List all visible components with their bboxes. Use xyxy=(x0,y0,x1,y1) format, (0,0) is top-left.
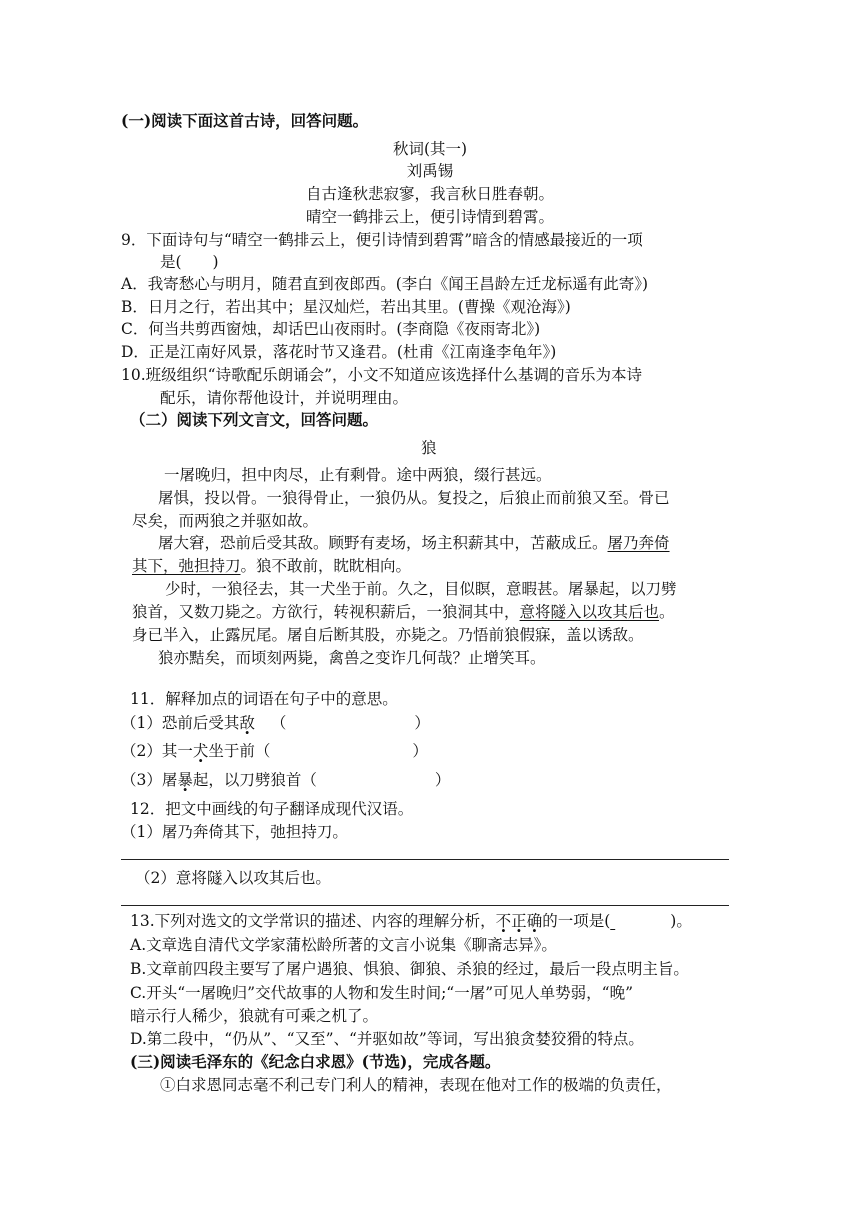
section-heading-2: （二）阅读下列文言文，回答问题。 xyxy=(130,410,379,429)
question-9-option-b: B．日月之行，若出其中；星汉灿烂，若出其里。(曹操《观沧海》) xyxy=(121,298,571,316)
passage-paragraph-2-cont: 尽矣，而两狼之并驱如故。 xyxy=(132,512,319,530)
passage-paragraph-4: 少时，一狼径去，其一犬坐于前。久之，目似瞑，意暇甚。屠暴起，以刀劈 xyxy=(165,580,677,598)
question-10-stem-cont: 配乐，请你帮他设计，并说明理由。 xyxy=(160,389,409,407)
dotted-word: 犬 xyxy=(192,742,209,760)
passage-paragraph-1: 一屠晚归，担中肉尽，止有剩骨。途中两狼，缀行甚远。 xyxy=(164,466,552,484)
question-11-item-3: （3）屠暴起，以刀劈狼首（ ） xyxy=(121,771,451,789)
passage-paragraph-5: 狼亦黠矣，而顷刻两毙，禽兽之变诈几何哉？止增笑耳。 xyxy=(158,649,546,667)
answer-line xyxy=(121,859,729,860)
passage-paragraph-3: 屠大窘，恐前后受其敌。顾野有麦场，场主积薪其中，苫蔽成丘。屠乃奔倚 xyxy=(158,534,670,552)
question-13-option-b: B.文章前四段主要写了屠户遇狼、惧狼、御狼、杀狼的经过，最后一段点明主旨。 xyxy=(130,960,689,978)
question-10-stem: 10.班级组织“诗歌配乐朗诵会”，小文不知道应该选择什么基调的音乐为本诗 xyxy=(121,366,643,384)
answer-line xyxy=(121,905,729,906)
dotted-word: 正 xyxy=(511,912,527,930)
question-11-item-1: （1）恐前后受其敌 （ ） xyxy=(121,714,430,732)
question-13-option-a: A.文章选自清代文学家蒲松龄所著的文言小说集《聊斋志异》。 xyxy=(130,936,557,954)
poem-title: 秋词(其一) xyxy=(392,140,468,158)
question-13-option-c: C.开头“一屠晚归”交代故事的人物和发生时间;“一屠”可见人单势弱，“晚” xyxy=(130,984,634,1002)
poem-author: 刘禹锡 xyxy=(406,162,454,180)
dotted-word: 确 xyxy=(526,912,543,930)
passage-paragraph-3-cont: 其下，弛担持刀。狼不敢前，眈眈相向。 xyxy=(132,557,412,575)
underlined-sentence-1-cont: 其下，弛担持刀 xyxy=(132,557,241,575)
question-9-option-d: D．正是江南好风景，落花时节又逢君。(杜甫《江南逢李龟年》) xyxy=(121,343,557,361)
question-12-item-1: （1）屠乃奔倚其下，弛担持刀。 xyxy=(121,823,348,841)
question-13-option-d: D.第二段中，“仍从”、“又至”、“并驱如故”等词，写出狼贪婪狡猾的特点。 xyxy=(130,1030,644,1048)
passage-title: 狼 xyxy=(421,439,437,457)
dotted-word: 不 xyxy=(495,912,512,930)
question-9-stem: 9．下面诗句与“晴空一鹤排云上，便引诗情到碧霄”暗含的情感最接近的一项 xyxy=(121,231,643,249)
question-13-stem: 13.下列对选文的文学常识的描述、内容的理解分析，不正确的一项是( )。 xyxy=(130,912,692,930)
question-9-option-c: C．何当共剪西窗烛，却话巴山夜雨时。(李商隐《夜雨寄北》) xyxy=(121,320,541,338)
question-9-option-a: A．我寄愁心与明月，随君直到夜郎西。(李白《闻王昌龄左迁龙标遥有此寄》) xyxy=(121,275,649,293)
dotted-word: 暴 xyxy=(177,771,193,789)
question-12-item-2: （2）意将隧入以攻其后也。 xyxy=(135,869,331,887)
poem-line: 自古逢秋悲寂寥，我言秋日胜春朝。 xyxy=(305,185,554,203)
question-9-stem-cont: 是( ) xyxy=(160,253,219,271)
underlined-sentence-1: 屠乃奔倚 xyxy=(607,534,670,552)
passage-paragraph-4-cont: 狼首，又数刀毙之。方欲行，转视积薪后，一狼洞其中，意将隧入以攻其后也。 xyxy=(132,603,675,621)
section-heading-3: (三)阅读毛泽东的《纪念白求恩》(节选)，完成各题。 xyxy=(130,1052,501,1071)
question-12-stem: 12．把文中画线的句子翻译成现代汉语。 xyxy=(130,800,414,818)
passage-paragraph-2: 屠惧，投以骨。一狼得骨止，一狼仍从。复投之，后狼止而前狼又至。骨已 xyxy=(158,489,670,507)
question-11-stem: 11．解释加点的词语在句子中的意思。 xyxy=(130,690,398,708)
question-11-item-2: （2）其一犬坐于前（ ） xyxy=(121,742,428,760)
question-13-option-c-cont: 暗示行人稀少，狼就有可乘之机了。 xyxy=(130,1007,379,1025)
poem-line: 晴空一鹤排云上，便引诗情到碧霄。 xyxy=(305,208,554,226)
dotted-word: 敌 xyxy=(239,714,255,732)
underlined-sentence-2: 意将隧入以攻其后也 xyxy=(519,603,660,621)
passage-3-paragraph-1: ①白求恩同志毫不利己专门利人的精神，表现在他对工作的极端的负责任， xyxy=(160,1076,672,1094)
section-heading-1: (一)阅读下面这首古诗，回答问题。 xyxy=(121,111,369,130)
passage-paragraph-4-cont: 身已半入，止露尻尾。屠自后断其股，亦毙之。乃悟前狼假寐，盖以诱敌。 xyxy=(132,626,644,644)
